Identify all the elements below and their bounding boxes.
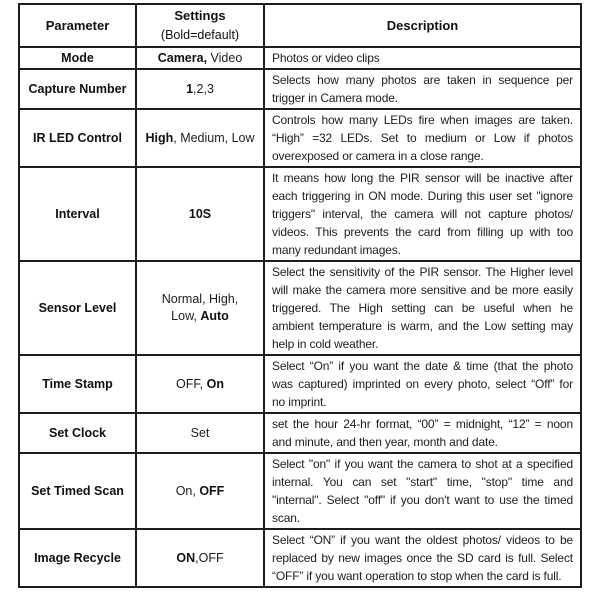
settings-cell bbox=[136, 453, 264, 529]
parameter-cell: Mode bbox=[19, 47, 136, 69]
settings-segment: Set bbox=[190, 425, 210, 440]
settings-segment: ON bbox=[176, 550, 196, 565]
settings-segment: Camera, bbox=[157, 50, 208, 65]
settings-segment: Low, bbox=[171, 309, 201, 323]
settings-segment: On, bbox=[175, 483, 200, 498]
parameter-cell: Set Clock bbox=[19, 413, 136, 453]
header-settings bbox=[136, 4, 264, 47]
table-body bbox=[19, 47, 581, 587]
header-parameter: Parameter bbox=[19, 4, 136, 47]
table-row bbox=[19, 355, 581, 413]
settings-segment: OFF bbox=[199, 483, 225, 498]
parameter-cell: Capture Number bbox=[19, 69, 136, 109]
table-row bbox=[19, 453, 581, 529]
settings-cell bbox=[136, 47, 264, 69]
parameter-cell: Interval bbox=[19, 167, 136, 261]
header-row bbox=[19, 4, 581, 47]
settings-cell bbox=[136, 109, 264, 167]
header-description: Description bbox=[264, 4, 581, 47]
header-settings-label: Settings bbox=[174, 8, 226, 23]
settings-segment: , Medium, Low bbox=[173, 130, 255, 145]
table-row bbox=[19, 47, 581, 69]
parameter-cell: Image Recycle bbox=[19, 529, 136, 587]
parameter-cell: IR LED Control bbox=[19, 109, 136, 167]
settings-cell bbox=[136, 69, 264, 109]
description-cell: Select the sensitivity of the PIR sensor. The Higher level will make the camera more sensitive and be more easily triggered. The High setting can be useful when he ambient temperature is warm, and the Low setting may help in cold weather. bbox=[264, 261, 581, 355]
settings-cell bbox=[136, 529, 264, 587]
description-cell: It means how long the PIR sensor will be inactive after each triggering in ON mode. During this user set "ignore triggers" interval, the camera will not capture photos/ videos. This prevents the card from filling up with too many redundant images. bbox=[264, 167, 581, 261]
settings-cell bbox=[136, 413, 264, 453]
table-row bbox=[19, 529, 581, 587]
table-row bbox=[19, 167, 581, 261]
settings-segment: 10S bbox=[188, 206, 212, 221]
description-cell: Photos or video clips bbox=[264, 47, 581, 69]
camera-settings-table bbox=[18, 3, 582, 588]
description-cell: set the hour 24-hr format, “00” = midnight, “12” = noon and minute, and then year, month and date. bbox=[264, 413, 581, 453]
table-row bbox=[19, 69, 581, 109]
settings-segment: On bbox=[206, 376, 224, 391]
settings-segment: High bbox=[145, 130, 174, 145]
parameter-cell: Time Stamp bbox=[19, 355, 136, 413]
parameter-cell: Set Timed Scan bbox=[19, 453, 136, 529]
settings-segment: Video bbox=[207, 50, 243, 65]
header-settings-note: (Bold=default) bbox=[160, 28, 240, 42]
settings-segment: Auto bbox=[200, 309, 229, 323]
settings-segment: OFF, bbox=[176, 376, 207, 391]
description-cell: Select "on" if you want the camera to shot at a specified internal. You can set "start" time, "stop" time and "internal". Select "off" if you don't want to use the timed scan. bbox=[264, 453, 581, 529]
description-cell: Selects how many photos are taken in sequence per trigger in Camera mode. bbox=[264, 69, 581, 109]
table-row bbox=[19, 261, 581, 355]
settings-cell bbox=[136, 355, 264, 413]
settings-segment: Normal, High, bbox=[161, 292, 239, 306]
table-row bbox=[19, 109, 581, 167]
settings-segment: ,2,3 bbox=[193, 81, 214, 96]
description-cell: Select “On” if you want the date & time (that the photo was captured) imprinted on every photo, select “Off” for no imprint. bbox=[264, 355, 581, 413]
description-cell: Select “ON” if you want the oldest photos/ videos to be replaced by new images once the SD card is full. Select “OFF” if you want operation to stop when the card is full. bbox=[264, 529, 581, 587]
settings-cell bbox=[136, 261, 264, 355]
settings-segment: ,OFF bbox=[195, 550, 224, 565]
settings-cell bbox=[136, 167, 264, 261]
table-row bbox=[19, 413, 581, 453]
parameter-cell: Sensor Level bbox=[19, 261, 136, 355]
settings-segment: 1 bbox=[186, 81, 194, 96]
description-cell: Controls how many LEDs fire when images are taken. “High” =32 LEDs. Set to medium or Low if photos overexposed or camera in a close range. bbox=[264, 109, 581, 167]
